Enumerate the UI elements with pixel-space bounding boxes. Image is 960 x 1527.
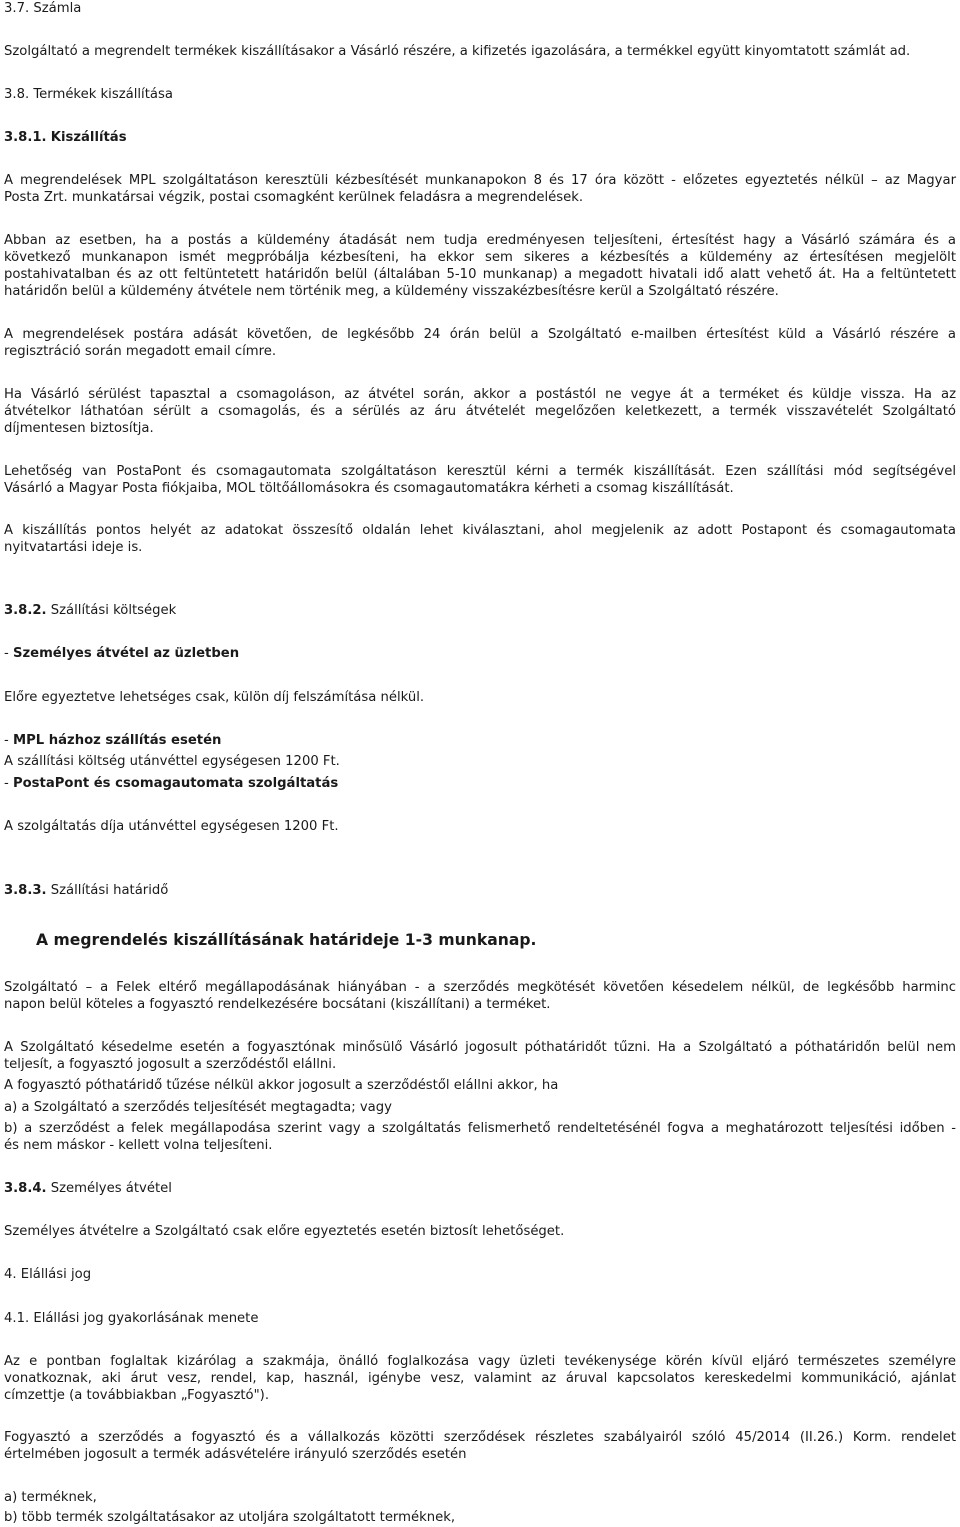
list-item-title: MPL házhoz szállítás esetén bbox=[12, 733, 222, 748]
section-title: Kiszállítás bbox=[50, 130, 127, 145]
paragraph-line: napon belül köteles a fogyasztó rendelkezésére bocsátani (kiszállítani) a terméket. bbox=[4, 997, 551, 1012]
paragraph: Előre egyeztetve lehetséges csak, külön díj felszámítása nélkül. bbox=[4, 690, 425, 705]
section-heading-3-8-2 bbox=[4, 602, 176, 619]
section-title: Szállítási költségek bbox=[50, 603, 177, 618]
list-item-a: a) a Szolgáltató a szerződés teljesítését megtagadta; vagy bbox=[4, 1100, 392, 1115]
list-dash: - bbox=[4, 733, 13, 748]
paragraph-line: Az e pontban foglaltak kizárólag a szakmája, önálló foglalkozása vagy üzleti tevékenysége körén kívül eljáró természetes személyre bbox=[4, 1354, 956, 1369]
list-dash: - bbox=[4, 776, 13, 791]
section-title-3-8: 3.8. Termékek kiszállítása bbox=[4, 87, 173, 102]
list-item-postapont bbox=[4, 775, 338, 792]
paragraph: A szolgáltatás díja utánvéttel egységesen 1200 Ft. bbox=[4, 819, 339, 834]
section-heading-3-8-4 bbox=[4, 1180, 172, 1197]
paragraph-line: teljesít, a fogyasztó jogosult a szerződéstől elállni. bbox=[4, 1057, 337, 1072]
paragraph-line: Fogyasztó a szerződés a fogyasztó és a vállalkozás közötti szerződések részletes szabályairól szóló 45/2014 (II.26.) Korm. rendelet bbox=[4, 1430, 956, 1445]
paragraph-line: vonatkoznak, aki árut vesz, rendel, kap, használ, igénybe vesz, valamint az áruval kapcsolatos kereskedelmi kommunikáció, ajánlat bbox=[4, 1371, 956, 1386]
paragraph-line: nyitvatartási ideje is. bbox=[4, 540, 143, 555]
list-item-b: b) több termék szolgáltatásakor az utoljára szolgáltatott terméknek, bbox=[4, 1510, 456, 1525]
list-item-title: PostaPont és csomagautomata szolgáltatás bbox=[12, 776, 339, 791]
section-number: 3.8.2. bbox=[4, 603, 47, 618]
list-item-title: Személyes átvétel az üzletben bbox=[12, 646, 240, 661]
delivery-deadline-headline: A megrendelés kiszállításának határideje 1-3 munkanap. bbox=[36, 931, 537, 949]
section-title-4-1: 4.1. Elállási jog gyakorlásának menete bbox=[4, 1311, 259, 1326]
paragraph-line: A megrendelések postára adását követően, de legkésőbb 24 órán belül a Szolgáltató e-mailben értesítést küld a Vásárló részére a bbox=[4, 327, 956, 342]
paragraph-line: regisztráció során megadott email címre. bbox=[4, 344, 277, 359]
section-heading-3-8-1 bbox=[4, 129, 127, 146]
list-item-b-line: b) a szerződést a felek megállapodása szerint vagy a szolgáltatás felismerhető rendeltetésénél fogva a meghatározott teljesítési időben - bbox=[4, 1121, 956, 1136]
list-item-mpl-delivery bbox=[4, 732, 221, 749]
paragraph: A fogyasztó póthatáridő tűzése nélkül akkor jogosult a szerződéstől elállni akkor, ha bbox=[4, 1078, 559, 1093]
paragraph: A szállítási költség utánvéttel egységesen 1200 Ft. bbox=[4, 754, 340, 769]
section-number: 3.8.3. bbox=[4, 883, 47, 898]
paragraph-line: Posta Zrt. munkatársai végzik, postai csomagként kerülnek feladásra a megrendelések. bbox=[4, 190, 584, 205]
paragraph-line: Szolgáltató – a Felek eltérő megállapodásának hiányában - a szerződés megkötését követően késedelem nélkül, de legkésőbb harminc bbox=[4, 980, 956, 995]
paragraph-line: átvételkor láthatóan sérült a csomagolás, és a sérülés az áru átvételét megelőzően keletkezett, a termék visszavételét Szolgáltató bbox=[4, 404, 956, 419]
section-heading-3-8-3 bbox=[4, 882, 168, 899]
paragraph-line: Abban az esetben, ha a postás a küldemény átadását nem tudja eredményesen teljesíteni, értesítést hagy a Vásárló számára és a bbox=[4, 233, 956, 248]
paragraph: Szolgáltató a megrendelt termékek kiszállításakor a Vásárló részére, a kifizetés igazolására, a termékkel együtt kinyomtatott számlát ad. bbox=[4, 44, 911, 59]
section-title-3-7: 3.7. Számla bbox=[4, 1, 82, 16]
paragraph-line: határidőn belül a küldemény átvétele nem történik meg, a küldemény visszakézbesítésre kerül a Szolgáltató részére. bbox=[4, 284, 779, 299]
section-title: Személyes átvétel bbox=[50, 1181, 172, 1196]
paragraph-line: Vásárló a Magyar Posta fiókjaiba, MOL töltőállomásokra és csomagautomatákra kérheti a csomag kiszállítását. bbox=[4, 481, 734, 496]
paragraph-line: címzettje (a továbbiakban „Fogyasztó"). bbox=[4, 1388, 270, 1403]
paragraph-line: postahivatalban és az ott feltüntetett határidőn belül (általában 5-10 munkanap) a megadott hivatali idő alatt vehető át. Ha a feltüntetett bbox=[4, 267, 956, 282]
paragraph-line: díjmentesen biztosítja. bbox=[4, 421, 154, 436]
list-item-personal-pickup bbox=[4, 645, 239, 662]
paragraph-line: értelmében jogosult a termék adásvételére irányuló szerződés esetén bbox=[4, 1447, 467, 1462]
paragraph-line: A Szolgáltató késedelme esetén a fogyasztónak minősülő Vásárló jogosult póthatáridőt tűzni. Ha a Szolgáltató a póthatáridőn belül nem bbox=[4, 1040, 956, 1055]
paragraph: Személyes átvételre a Szolgáltató csak előre egyeztetés esetén biztosít lehetőséget. bbox=[4, 1224, 565, 1239]
paragraph-line: következő munkanapon ismét megpróbálja kézbesíteni, ha ekkor sem sikeres a kézbesítés a küldemény az értesítésen megjelölt bbox=[4, 250, 956, 265]
list-dash: - bbox=[4, 646, 13, 661]
list-item-a: a) terméknek, bbox=[4, 1490, 97, 1505]
list-item-b-line: és nem máskor - kellett volna teljesíteni. bbox=[4, 1138, 273, 1153]
section-number: 3.8.4. bbox=[4, 1181, 47, 1196]
section-number: 3.8.1. bbox=[4, 130, 47, 145]
paragraph-line: A kiszállítás pontos helyét az adatokat összesítő oldalán lehet kiválasztani, ahol megjelenik az adott Postapont és csomagautomata bbox=[4, 523, 956, 538]
section-title: Szállítási határidő bbox=[50, 883, 169, 898]
paragraph-line: A megrendelések MPL szolgáltatáson keresztüli kézbesítését munkanapokon 8 és 17 óra között - előzetes egyeztetés nélkül – az Magyar bbox=[4, 173, 956, 188]
section-title-4: 4. Elállási jog bbox=[4, 1267, 92, 1282]
paragraph-line: Ha Vásárló sérülést tapasztal a csomagoláson, az átvétel során, akkor a postástól ne vegye át a terméket és küldje vissza. Ha az bbox=[4, 387, 956, 402]
paragraph-line: Lehetőség van PostaPont és csomagautomata szolgáltatáson keresztül kérni a termék kiszállítását. Ezen szállítási mód segítségével bbox=[4, 464, 956, 479]
